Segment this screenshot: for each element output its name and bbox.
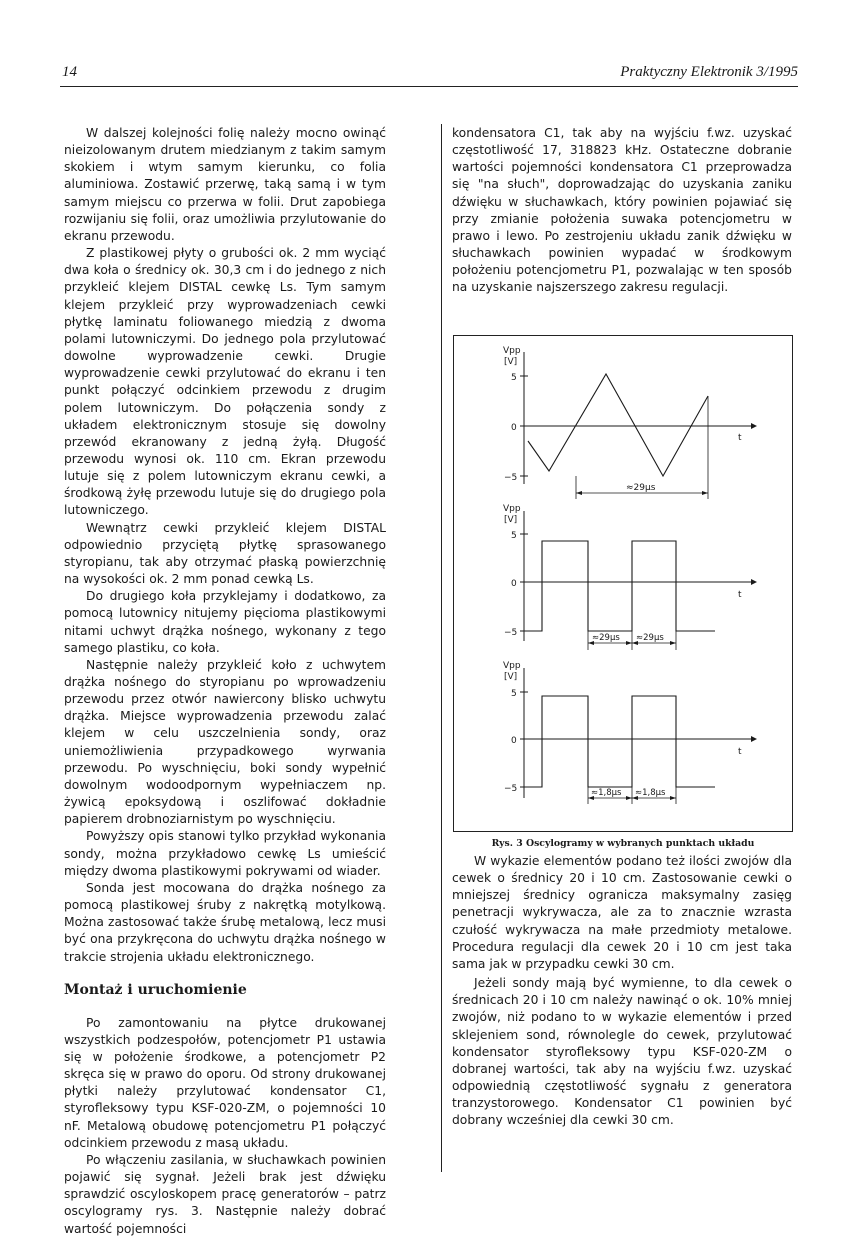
square-trace <box>524 541 715 631</box>
paragraph: Po włączeniu zasilania, w słuchawkach powinien pojawić się sygnał. Jeżeli brak jest dźwięku sprawdzić oscyloskopem pracę generatorów – patrz oscylogramy rys. 3. Następnie należy dobrać wartość pojemności <box>64 1152 386 1236</box>
dimension-label: ≈29μs <box>592 633 620 643</box>
paragraph: Do drugiego koła przyklejamy i dodatkowo, za pomocą lutownicy nitujemy pięcioma plastikowymi nitami uchwyt drążka nośnego, wykonany z tego samego plastiku, co koła. <box>64 589 386 655</box>
paragraph: Po zamontowaniu na płytce drukowanej wszystkich podzespołów, potencjometr P1 ustawia się w położenie środkowe, a potencjometr P2 skręca się w prawo do oporu. Od strony drukowanej płytki należy przylutować kondensator C1, styrofleksowy typu KSF-020-ZM, o pojemności 10 nF. Metalową obudowę potencjometru P1 połączyć odcinkiem przewodu z masą układu. <box>64 1015 386 1150</box>
y-axis-unit: [V] <box>504 672 518 682</box>
dimension-label: ≈29μs <box>636 633 664 643</box>
oscillogram-figure <box>453 335 793 832</box>
plot-square-1-8us <box>503 661 757 804</box>
triangle-trace <box>528 374 708 476</box>
page-header <box>60 62 798 87</box>
y-axis-unit: [V] <box>504 515 518 525</box>
square-trace <box>524 696 715 787</box>
paragraph: Z plastikowej płyty o grubości ok. 2 mm wyciąć dwa koła o średnicy ok. 30,3 cm i do jednego z nich przykleić klejem DISTAL cewkę Ls. Tym samym klejem przykleić przy wyprowadzeniach cewki płytkę laminatu foliowanego miedzią z dwoma polami lutowniczymi. Do jednego pola przylutować dowolne wyprowadzenie cewki. Drugie wyprowadzenie cewki przylutować do ekranu i ten punkt połączyć odcinkiem przewodu z drugim polem lutowniczym. Do połączenia sondy z układem elektronicznym stosuje się dowolny przewód ekranowany z jedną żyłą. Długość przewodu wynosi ok. 110 cm. Ekran przewodu lutuje się z polem lutowniczym ekranu cewki, a środkową żyłę przewodu lutuje się do drugiego pola lutowniczego. <box>64 246 386 518</box>
paragraph: kondensatora C1, tak aby na wyjściu f.wz. uzyskać częstotliwość 17, 318823 kHz. Ostateczne dobranie wartości pojemności kondensatora C1 przeprowadza się "na słuch", doprowadzając do uzyskania zaniku dźwięku w słuchawkach, który powinien pojawiać się przy zmianie położenia suwaka potencjometru w prawo i lewo. Po zestrojeniu układu zanik dźwięku w słuchawkach powinien wypadać w środkowym położeniu potencjometru P1, pozwalając w ten sposób na uzyskanie najszerszego zakresu regulacji. <box>452 126 792 295</box>
x-axis-label: t <box>738 747 742 757</box>
figure-caption: Rys. 3 Oscylogramy w wybranych punktach układu <box>491 838 755 849</box>
publication-title: Praktyczny Elektronik 3/1995 <box>620 64 798 80</box>
column-divider <box>441 124 442 1172</box>
paragraph: W dalszej kolejności folię należy mocno owinąć nieizolowanym drutem miedzianym z takim samym skokiem i wtym samym kierunku, co folia aluminiowa. Zostawić przerwę, taką samą i w tym samym miejscu co przerwa w folii. Drut zapobiega rozwijaniu się folii, oraz umożliwia przylutowanie do ekranu przewodu. <box>64 126 386 243</box>
y-tick-label: −5 <box>504 628 518 638</box>
y-tick-label: −5 <box>504 473 518 483</box>
y-tick-label: −5 <box>504 784 518 794</box>
y-tick-label: 5 <box>511 689 517 699</box>
paragraph: Wewnątrz cewki przykleić klejem DISTAL odpowiednio przyciętą płytkę sprasowanego styropianu, tak aby otrzymać płaską powierzchnię na wysokości ok. 2 mm ponad cewką Ls. <box>64 520 386 587</box>
plot-square-29us <box>503 504 757 650</box>
paragraph: Sonda jest mocowana do drążka nośnego za pomocą plastikowej śruby z nakrętką motylkową. Można zastosować także śrubę metalową, lecz musi być ona przykręcona do uchwytu drążka nośnego w trakcie strojenia układu elektronicznego. <box>64 880 386 964</box>
page-number: 14 <box>62 64 77 80</box>
right-column-bottom <box>452 853 792 1130</box>
paragraph: W wykazie elementów podano też ilości zwojów dla cewek o średnicy 20 i 10 cm. Zastosowanie cewki o mniejszej średnicy ogranicza maksymalny zasięg penetracji wykrywacza, ale za to znacznie wzrasta czułość wykrywacza na małe przedmioty metalowe. Procedura regulacji dla cewek 20 i 10 cm jest taka sama jak w przypadku cewki 30 cm. <box>452 854 792 971</box>
dimension-label: ≈29μs <box>626 483 656 493</box>
section-heading: Montaż i uruchomienie <box>64 981 247 998</box>
y-tick-label: 0 <box>511 579 517 589</box>
paragraph: Jeżeli sondy mają być wymienne, to dla cewek o średnicach 20 i 10 cm należy nawinąć o ok. 10% mniej zwojów, niż podano to w wykazie elementów i przed sklejeniem sond, równolegle do cewek, przylutować kondensator styrofleksowy typu KSF-020-ZM o dobranej wartości, tak aby na wyjściu f.wz. uzyskać odpowiednią częstotliwość sygnału z generatora tranzystorowego. Kondensator C1 powinien być dobrany wcześniej dla cewki 30 cm. <box>452 976 792 1128</box>
paragraph: Następnie należy przykleić koło z uchwytem drążka nośnego do styropianu po wprowadzeniu przewodu przez otwór nawiercony blisko uchwytu drążka. Miejsce wyprowadzenia przewodu zalać klejem w celu uszczelnienia sondy, oraz uniemożliwienia przypadkowego wyrwania przewodu. Po wyschnięciu, boki sondy wypełnić dowolnym wodoodpornym wypełniaczem np. żywicą epoksydową i oszlifować dokładnie papierem drobnoziarnistym po wyschnięciu. <box>64 657 386 827</box>
y-tick-label: 0 <box>511 423 517 433</box>
x-axis-label: t <box>738 590 742 600</box>
dimension-label: ≈1,8μs <box>635 788 666 798</box>
y-axis-label: Vpp <box>503 346 521 356</box>
plot-triangle <box>503 346 757 499</box>
paragraph: Powyższy opis stanowi tylko przykład wykonania sondy, można przykładowo cewkę Ls umieścić między dwoma plastikowymi pokrywami od wiader. <box>64 829 386 878</box>
y-axis-label: Vpp <box>503 504 521 514</box>
y-tick-label: 5 <box>511 373 517 383</box>
y-axis-label: Vpp <box>503 661 521 671</box>
dimension-label: ≈1,8μs <box>591 788 622 798</box>
right-column-top <box>452 125 792 297</box>
oscillogram-chart <box>454 336 794 833</box>
left-column <box>64 125 386 1238</box>
x-axis-label: t <box>738 433 742 443</box>
y-axis-unit: [V] <box>504 357 518 367</box>
y-tick-label: 5 <box>511 531 517 541</box>
y-tick-label: 0 <box>511 736 517 746</box>
